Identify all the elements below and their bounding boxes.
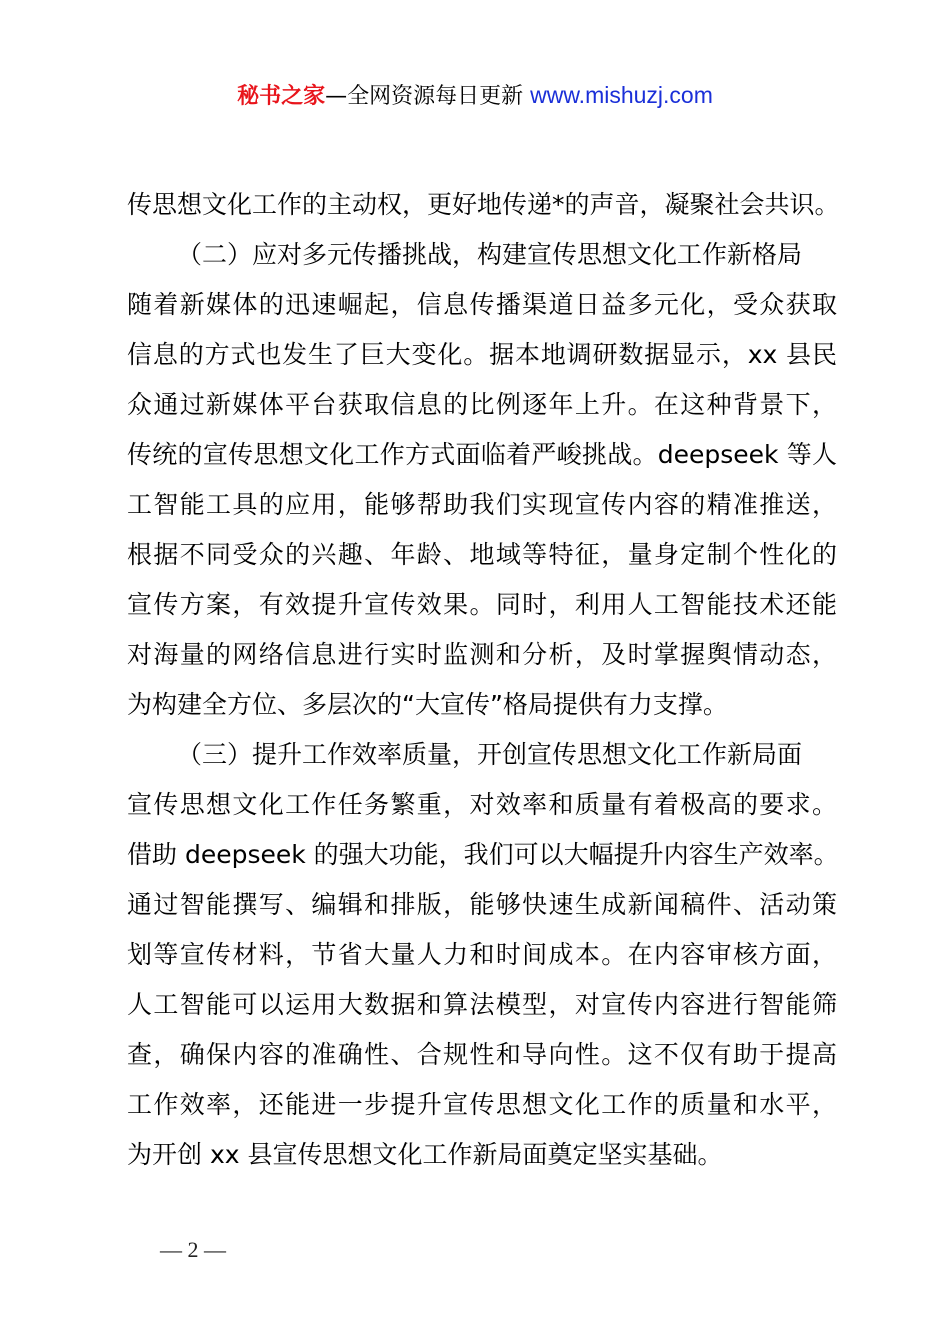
text-line: 通过智能撰写、编辑和排版，能够快速生成新闻稿件、活动策 <box>127 890 837 919</box>
site-header <box>0 80 950 112</box>
text-line: 为构建全方位、多层次的“大宣传”格局提供有力支撑。 <box>127 690 728 719</box>
text-line: 为开创 xx 县宣传思想文化工作新局面奠定坚实基础。 <box>127 1140 723 1169</box>
header-tagline: —全网资源每日更新 <box>325 84 531 109</box>
site-url-link[interactable]: www.mishuzj.com <box>530 82 713 108</box>
text-line: 查，确保内容的准确性、合规性和导向性。这不仅有助于提高 <box>127 1040 837 1069</box>
text-line: 宣传方案，有效提升宣传效果。同时，利用人工智能技术还能 <box>127 590 837 619</box>
text-line: 工作效率，还能进一步提升宣传思想文化工作的质量和水平， <box>127 1090 837 1119</box>
text-line: 传统的宣传思想文化工作方式面临着严峻挑战。deepseek 等人 <box>127 440 837 469</box>
text-line: 传思想文化工作的主动权，更好地传递*的声音，凝聚社会共识。 <box>127 190 840 219</box>
document-body <box>127 180 840 1180</box>
section-heading: （三）提升工作效率质量，开创宣传思想文化工作新局面 <box>177 740 803 769</box>
text-line: 人工智能可以运用大数据和算法模型，对宣传内容进行智能筛 <box>127 990 837 1019</box>
text-line: 信息的方式也发生了巨大变化。据本地调研数据显示，xx 县民 <box>127 340 837 369</box>
text-line: 众通过新媒体平台获取信息的比例逐年上升。在这种背景下， <box>127 390 837 419</box>
brand-name: 秘书之家 <box>237 84 326 109</box>
text-line: 借助 deepseek 的强大功能，我们可以大幅提升内容生产效率。 <box>127 840 839 869</box>
text-line: 对海量的网络信息进行实时监测和分析，及时掌握舆情动态， <box>127 640 837 669</box>
text-line: 宣传思想文化工作任务繁重，对效率和质量有着极高的要求。 <box>127 790 837 819</box>
text-line: 工智能工具的应用，能够帮助我们实现宣传内容的精准推送， <box>127 490 837 519</box>
page-number: — 2 — <box>160 1237 226 1262</box>
text-line: 划等宣传材料，节省大量人力和时间成本。在内容审核方面， <box>127 940 837 969</box>
section-heading: （二）应对多元传播挑战，构建宣传思想文化工作新格局 <box>177 240 803 269</box>
text-line: 根据不同受众的兴趣、年龄、地域等特征，量身定制个性化的 <box>127 540 837 569</box>
text-line: 随着新媒体的迅速崛起，信息传播渠道日益多元化，受众获取 <box>127 290 837 319</box>
